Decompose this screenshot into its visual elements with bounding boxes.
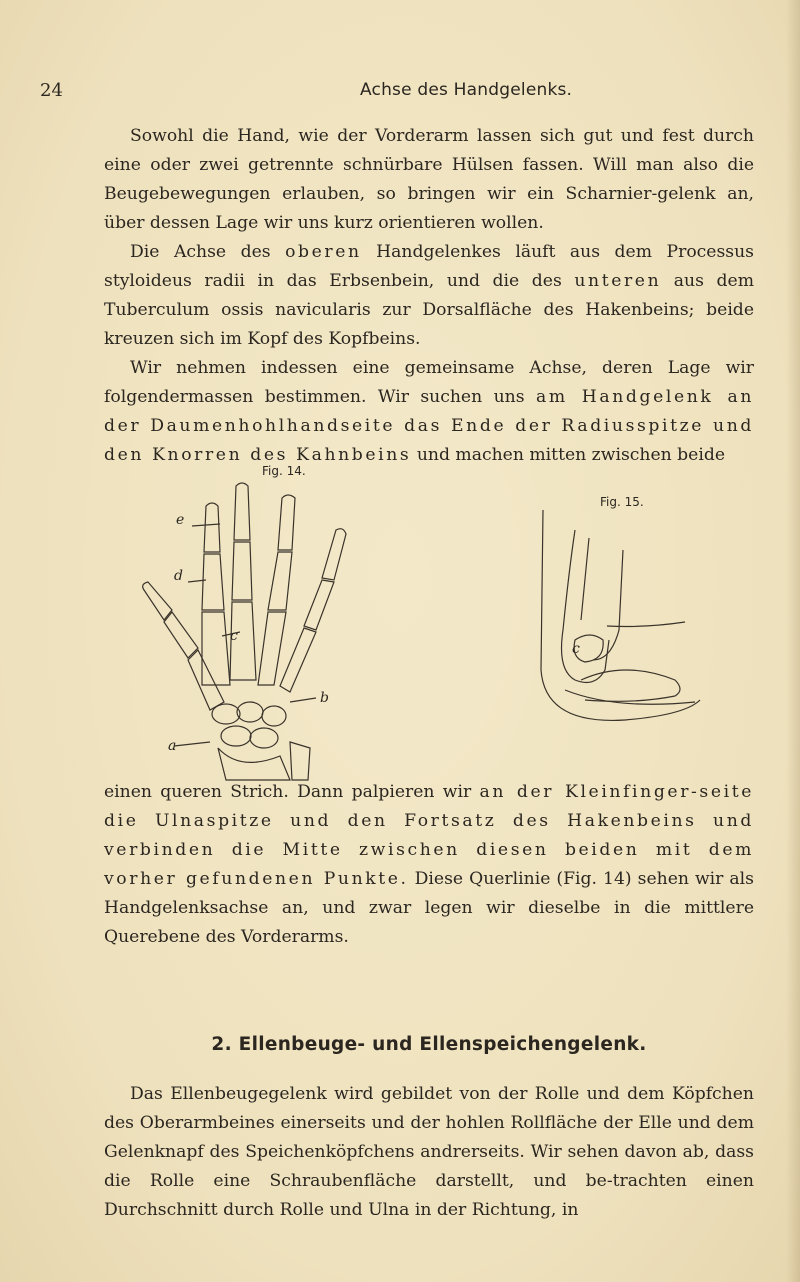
paragraph-2-spaced-b: unteren (574, 270, 662, 291)
fig14-label-e: e (176, 512, 185, 528)
paragraph-2-text-c: aus dem Tuberculum ossis navicularis zur Dorsalfläche des Hakenbeins; beide kreuzen sich im Kopf des Kopfbeins. (104, 270, 754, 349)
paragraph-3-text-b: und machen mitten zwischen beide (411, 444, 726, 465)
fig15-caption: Fig. 15. (600, 495, 644, 509)
running-title: Achse des Handgelenks. (360, 80, 573, 100)
paragraph-2-text-b: Handgelenkes läuft aus dem Processus styloideus radii in das Erbsenbein, und die des (104, 242, 754, 291)
page-edge-shadow (786, 0, 800, 1282)
fig14-label-d: d (174, 568, 183, 584)
paragraph-4-spaced: an der Kleinfinger-seite die Ulnaspitze und den Fortsatz des Hakenbeins und verbinden die Mitte zwischen diesen beiden mit dem vorher gefundenen Punkte. (104, 782, 754, 889)
paragraph-3-spaced: am Handgelenk an der Daumenhohlhandseite das Ende der Radiusspitze und den Knorren des Kahnbeins (104, 386, 754, 465)
fig15-label-c: c (572, 641, 580, 657)
fig14-label-a: a (168, 738, 177, 754)
paragraph-3 (104, 354, 754, 470)
paragraph-4-text-a: einen queren Strich. Dann palpieren wir (104, 782, 480, 802)
paragraph-2 (104, 238, 754, 354)
paragraph-1-text: Sowohl die Hand, wie der Vorderarm lassen sich gut und fest durch eine oder zwei getrennte schnürbare Hülsen fassen. Will man also die Beugebewegungen erlauben, so bringen wir ein Scharnier-gelenk an, über dessen Lage wir uns kurz orientieren wollen. (104, 126, 754, 233)
paragraph-2-text-a: Die Achse des (130, 242, 286, 262)
page-number: 24 (40, 80, 63, 101)
section-heading: 2. Ellenbeuge- und Ellenspeichengelenk. (211, 1034, 647, 1055)
paragraph-4-text-b: Diese Querlinie (Fig. 14) sehen wir als Handgelenksachse an, und zwar legen wir dieselbe in die mittlere Querebene des Vorderarms. (104, 868, 754, 947)
paragraph-1 (104, 122, 754, 238)
fig15-elbow-section-drawing (535, 510, 705, 730)
paragraph-5-text: Das Ellenbeugegelenk wird gebildet von der Rolle und dem Köpfchen des Oberarmbeines einerseits und der hohlen Rollfläche der Elle und dem Gelenknapf des Speichenköpfchens andrerseits. Wir sehen davon ab, dass die Rolle eine Schraubenfläche darstellt, und be-trachten einen Durchschnitt durch Rolle und Ulna in der Richtung, in (104, 1084, 754, 1220)
paragraph-4 (104, 778, 754, 951)
fig14-label-b: b (320, 690, 329, 706)
paragraph-3-text-a: Wir nehmen indessen eine gemeinsame Achse, deren Lage wir folgendermassen bestimmen. Wir suchen uns (104, 358, 754, 407)
fig14-caption: Fig. 14. (262, 464, 306, 478)
paragraph-2-spaced-a: oberen (285, 242, 362, 262)
fig14-label-c: c (230, 628, 238, 644)
paragraph-5 (104, 1080, 754, 1225)
running-header (40, 80, 780, 108)
